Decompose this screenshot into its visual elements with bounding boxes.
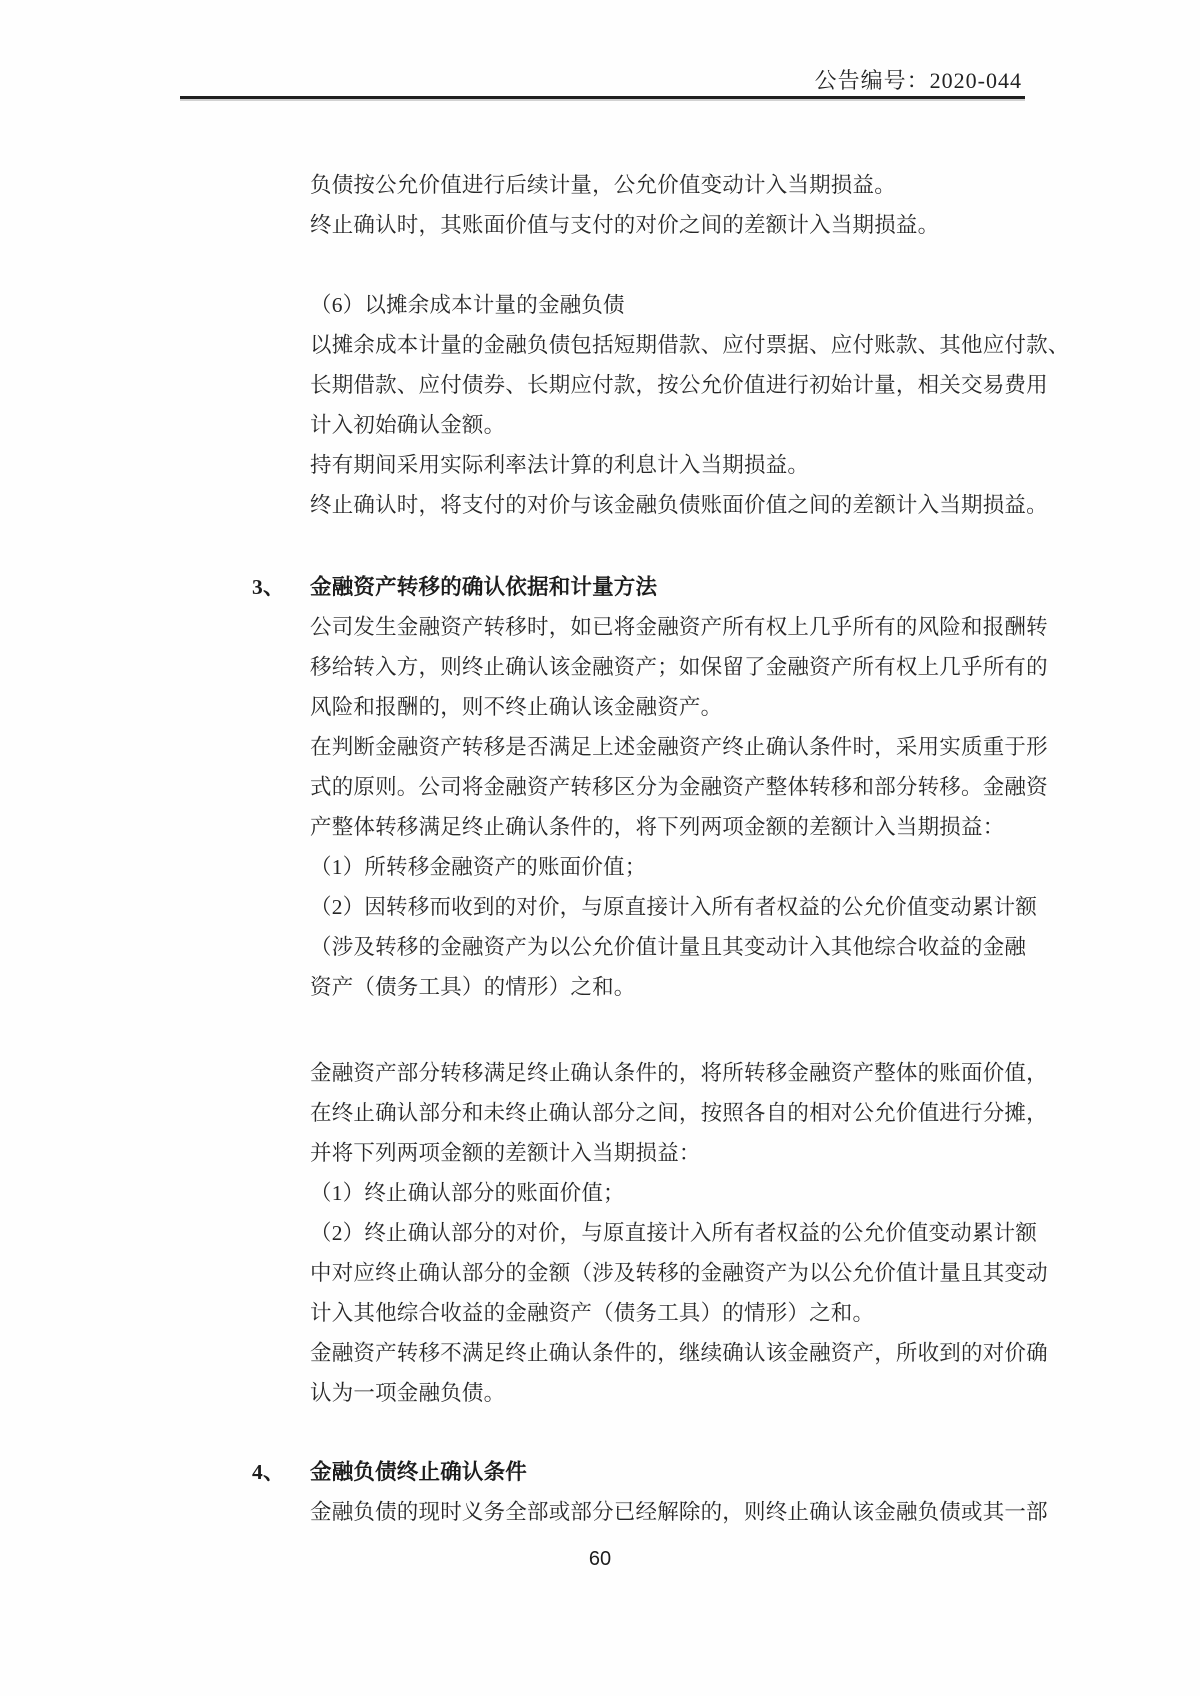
page-number: 60 [588, 1548, 612, 1570]
heading-3 [252, 567, 1042, 607]
text-line: 以摊余成本计量的金融负债包括短期借款、应付票据、应付账款、其他应付款、 [310, 333, 1070, 357]
text-line: 风险和报酬的，则不终止确认该金融资产。 [310, 695, 723, 719]
heading-4 [252, 1452, 1042, 1492]
text-line: 并将下列两项金额的差额计入当期损益： [310, 1141, 701, 1165]
heading-number: 4、 [252, 1460, 285, 1484]
text-line: （6）以摊余成本计量的金融负债 [310, 293, 625, 317]
paragraph [310, 165, 1042, 245]
paragraph [310, 285, 1070, 525]
text-line: 产整体转移满足终止确认条件的，将下列两项金额的差额计入当期损益： [310, 815, 1005, 839]
paragraph [310, 1492, 1048, 1532]
heading-title: 金融资产转移的确认依据和计量方法 [310, 575, 658, 599]
text-line: 终止确认时，其账面价值与支付的对价之间的差额计入当期损益。 [310, 213, 940, 237]
text-line: （1）终止确认部分的账面价值； [310, 1181, 625, 1205]
text-line: （2）因转移而收到的对价，与原直接计入所有者权益的公允价值变动累计额 [310, 895, 1038, 919]
text-line: 计入初始确认金额。 [310, 413, 506, 437]
heading-title: 金融负债终止确认条件 [310, 1460, 528, 1484]
text-line: 在判断金融资产转移是否满足上述金融资产终止确认条件时，采用实质重于形 [310, 735, 1048, 759]
text-line: 移给转入方，则终止确认该金融资产；如保留了金融资产所有权上几乎所有的 [310, 655, 1048, 679]
paragraph [310, 607, 1048, 1007]
text-line: 金融负债的现时义务全部或部分已经解除的，则终止确认该金融负债或其一部 [310, 1500, 1048, 1524]
text-line: 长期借款、应付债券、长期应付款，按公允价值进行初始计量，相关交易费用 [310, 373, 1048, 397]
text-line: 资产（债务工具）的情形）之和。 [310, 975, 636, 999]
document-body [252, 165, 1070, 1532]
paragraph [310, 1053, 1048, 1413]
text-line: 负债按公允价值进行后续计量，公允价值变动计入当期损益。 [310, 173, 896, 197]
text-line: （1）所转移金融资产的账面价值； [310, 855, 647, 879]
announcement-number: 公告编号：2020-044 [814, 68, 1022, 93]
header-rule [180, 96, 1025, 99]
heading-number: 3、 [252, 575, 285, 599]
text-line: 金融资产转移不满足终止确认条件的，继续确认该金融资产，所收到的对价确 [310, 1341, 1048, 1365]
text-line: 金融资产部分转移满足终止确认条件的，将所转移金融资产整体的账面价值， [310, 1061, 1048, 1085]
text-line: 持有期间采用实际利率法计算的利息计入当期损益。 [310, 453, 810, 477]
text-line: 认为一项金融负债。 [310, 1381, 506, 1405]
text-line: 公司发生金融资产转移时，如已将金融资产所有权上几乎所有的风险和报酬转 [310, 615, 1048, 639]
text-line: 式的原则。公司将金融资产转移区分为金融资产整体转移和部分转移。金融资 [310, 775, 1048, 799]
text-line: 中对应终止确认部分的金额（涉及转移的金融资产为以公允价值计量且其变动 [310, 1261, 1048, 1285]
text-line: 在终止确认部分和未终止确认部分之间，按照各自的相对公允价值进行分摊， [310, 1101, 1048, 1125]
text-line: 终止确认时，将支付的对价与该金融负债账面价值之间的差额计入当期损益。 [310, 493, 1048, 517]
text-line: 计入其他综合收益的金融资产（债务工具）的情形）之和。 [310, 1301, 875, 1325]
text-line: （2）终止确认部分的对价，与原直接计入所有者权益的公允价值变动累计额 [310, 1221, 1038, 1245]
text-line: （涉及转移的金融资产为以公允价值计量且其变动计入其他综合收益的金融 [310, 935, 1027, 959]
